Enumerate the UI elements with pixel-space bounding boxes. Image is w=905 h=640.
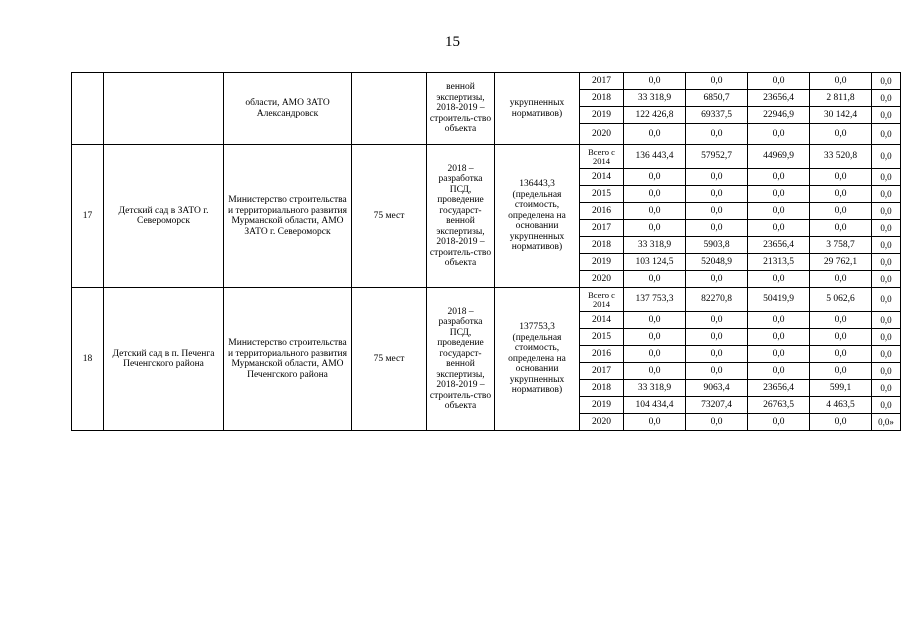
municipal-value: 0,0 <box>810 346 872 363</box>
other-value: 0,0 <box>872 254 901 271</box>
other-value: 0,0 <box>872 124 901 145</box>
regional-value: 0,0 <box>748 186 810 203</box>
federal-value: 0,0 <box>686 73 748 90</box>
object-name: Детский сад в ЗАТО г. Североморск <box>104 145 224 288</box>
total-value: 0,0 <box>624 363 686 380</box>
municipal-value: 0,0 <box>810 73 872 90</box>
federal-value: 0,0 <box>686 124 748 145</box>
total-value: 137 753,3 <box>624 288 686 312</box>
other-value: 0,0 <box>872 107 901 124</box>
other-value: 0,0 <box>872 186 901 203</box>
federal-value: 0,0 <box>686 329 748 346</box>
total-value: 33 318,9 <box>624 237 686 254</box>
year-cell: 2017 <box>580 73 624 90</box>
federal-value: 6850,7 <box>686 90 748 107</box>
total-value: 122 426,8 <box>624 107 686 124</box>
customer-cell: Министерство строительства и территориального развития Мурманской области, АМО ЗАТО г. Североморск <box>224 145 352 288</box>
municipal-value: 0,0 <box>810 414 872 431</box>
federal-value: 82270,8 <box>686 288 748 312</box>
year-cell: 2019 <box>580 397 624 414</box>
total-value: 0,0 <box>624 220 686 237</box>
cost-cell: укрупненных нормативов) <box>495 73 580 145</box>
table-row <box>72 73 901 90</box>
other-value: 0,0 <box>872 271 901 288</box>
year-cell: 2016 <box>580 346 624 363</box>
regional-value: 0,0 <box>748 414 810 431</box>
other-value: 0,0 <box>872 203 901 220</box>
total-value: 33 318,9 <box>624 380 686 397</box>
total-value: 33 318,9 <box>624 90 686 107</box>
customer-cell: области, АМО ЗАТО Александровск <box>224 73 352 145</box>
regional-value: 0,0 <box>748 203 810 220</box>
municipal-value: 5 062,6 <box>810 288 872 312</box>
regional-value: 0,0 <box>748 312 810 329</box>
other-value: 0,0» <box>872 414 901 431</box>
federal-value: 0,0 <box>686 186 748 203</box>
total-value: 0,0 <box>624 346 686 363</box>
other-value: 0,0 <box>872 397 901 414</box>
municipal-value: 0,0 <box>810 220 872 237</box>
federal-value: 9063,4 <box>686 380 748 397</box>
total-value: 0,0 <box>624 124 686 145</box>
municipal-value: 4 463,5 <box>810 397 872 414</box>
total-value: 0,0 <box>624 312 686 329</box>
municipal-value: 0,0 <box>810 186 872 203</box>
federal-value: 0,0 <box>686 363 748 380</box>
table-row <box>72 288 901 312</box>
cost-cell: 137753,3 (предельная стоимость, определена на основании укрупненных нормативов) <box>495 288 580 431</box>
regional-value: 0,0 <box>748 329 810 346</box>
year-cell: 2017 <box>580 363 624 380</box>
municipal-value: 3 758,7 <box>810 237 872 254</box>
other-value: 0,0 <box>872 145 901 169</box>
row-number: 18 <box>72 288 104 431</box>
municipal-value: 29 762,1 <box>810 254 872 271</box>
year-cell: Всего с 2014 <box>580 288 624 312</box>
year-cell: 2015 <box>580 186 624 203</box>
regional-value: 0,0 <box>748 346 810 363</box>
year-cell: 2019 <box>580 254 624 271</box>
regional-value: 0,0 <box>748 124 810 145</box>
federal-value: 0,0 <box>686 203 748 220</box>
total-value: 103 124,5 <box>624 254 686 271</box>
year-cell: 2018 <box>580 90 624 107</box>
capacity-cell: 75 мест <box>352 145 427 288</box>
total-value: 0,0 <box>624 271 686 288</box>
customer-cell: Министерство строительства и территориального развития Мурманской области, АМО Печенгского района <box>224 288 352 431</box>
municipal-value: 33 520,8 <box>810 145 872 169</box>
year-cell: Всего с 2014 <box>580 145 624 169</box>
federal-value: 0,0 <box>686 346 748 363</box>
regional-value: 26763,5 <box>748 397 810 414</box>
total-value: 0,0 <box>624 186 686 203</box>
federal-value: 5903,8 <box>686 237 748 254</box>
regional-value: 50419,9 <box>748 288 810 312</box>
program-table <box>71 72 901 431</box>
federal-value: 0,0 <box>686 312 748 329</box>
regional-value: 0,0 <box>748 271 810 288</box>
stage-cell: 2018 – разработка ПСД, проведение государст-венной экспертизы, 2018-2019 – строитель-ство объекта <box>427 145 495 288</box>
regional-value: 23656,4 <box>748 90 810 107</box>
regional-value: 21313,5 <box>748 254 810 271</box>
municipal-value: 0,0 <box>810 169 872 186</box>
municipal-value: 0,0 <box>810 271 872 288</box>
total-value: 0,0 <box>624 414 686 431</box>
federal-value: 73207,4 <box>686 397 748 414</box>
municipal-value: 0,0 <box>810 312 872 329</box>
total-value: 0,0 <box>624 169 686 186</box>
year-cell: 2018 <box>580 380 624 397</box>
capacity-cell <box>352 73 427 145</box>
municipal-value: 0,0 <box>810 203 872 220</box>
total-value: 0,0 <box>624 329 686 346</box>
stage-cell: венной экспертизы, 2018-2019 – строитель-ство объекта <box>427 73 495 145</box>
regional-value: 22946,9 <box>748 107 810 124</box>
year-cell: 2017 <box>580 220 624 237</box>
total-value: 0,0 <box>624 203 686 220</box>
regional-value: 44969,9 <box>748 145 810 169</box>
other-value: 0,0 <box>872 312 901 329</box>
other-value: 0,0 <box>872 380 901 397</box>
other-value: 0,0 <box>872 220 901 237</box>
other-value: 0,0 <box>872 288 901 312</box>
year-cell: 2014 <box>580 312 624 329</box>
federal-value: 69337,5 <box>686 107 748 124</box>
municipal-value: 0,0 <box>810 329 872 346</box>
other-value: 0,0 <box>872 346 901 363</box>
year-cell: 2016 <box>580 203 624 220</box>
object-name <box>104 73 224 145</box>
object-name: Детский сад в п. Печенга Печенгского района <box>104 288 224 431</box>
other-value: 0,0 <box>872 169 901 186</box>
municipal-value: 0,0 <box>810 124 872 145</box>
regional-value: 0,0 <box>748 363 810 380</box>
federal-value: 52048,9 <box>686 254 748 271</box>
year-cell: 2020 <box>580 414 624 431</box>
cost-cell: 136443,3 (предельная стоимость, определена на основании укрупненных нормативов) <box>495 145 580 288</box>
municipal-value: 599,1 <box>810 380 872 397</box>
regional-value: 23656,4 <box>748 237 810 254</box>
year-cell: 2020 <box>580 124 624 145</box>
year-cell: 2018 <box>580 237 624 254</box>
year-cell: 2020 <box>580 271 624 288</box>
row-number <box>72 73 104 145</box>
federal-value: 57952,7 <box>686 145 748 169</box>
federal-value: 0,0 <box>686 220 748 237</box>
other-value: 0,0 <box>872 329 901 346</box>
year-cell: 2019 <box>580 107 624 124</box>
total-value: 136 443,4 <box>624 145 686 169</box>
federal-value: 0,0 <box>686 169 748 186</box>
capacity-cell: 75 мест <box>352 288 427 431</box>
regional-value: 0,0 <box>748 169 810 186</box>
year-cell: 2015 <box>580 329 624 346</box>
other-value: 0,0 <box>872 363 901 380</box>
regional-value: 0,0 <box>748 220 810 237</box>
other-value: 0,0 <box>872 90 901 107</box>
total-value: 104 434,4 <box>624 397 686 414</box>
regional-value: 23656,4 <box>748 380 810 397</box>
table-row <box>72 145 901 169</box>
row-number: 17 <box>72 145 104 288</box>
total-value: 0,0 <box>624 73 686 90</box>
regional-value: 0,0 <box>748 73 810 90</box>
other-value: 0,0 <box>872 237 901 254</box>
stage-cell: 2018 – разработка ПСД, проведение государст-венной экспертизы, 2018-2019 – строитель-ство объекта <box>427 288 495 431</box>
federal-value: 0,0 <box>686 271 748 288</box>
federal-value: 0,0 <box>686 414 748 431</box>
municipal-value: 2 811,8 <box>810 90 872 107</box>
other-value: 0,0 <box>872 73 901 90</box>
page-number: 15 <box>445 34 460 50</box>
year-cell: 2014 <box>580 169 624 186</box>
municipal-value: 30 142,4 <box>810 107 872 124</box>
municipal-value: 0,0 <box>810 363 872 380</box>
